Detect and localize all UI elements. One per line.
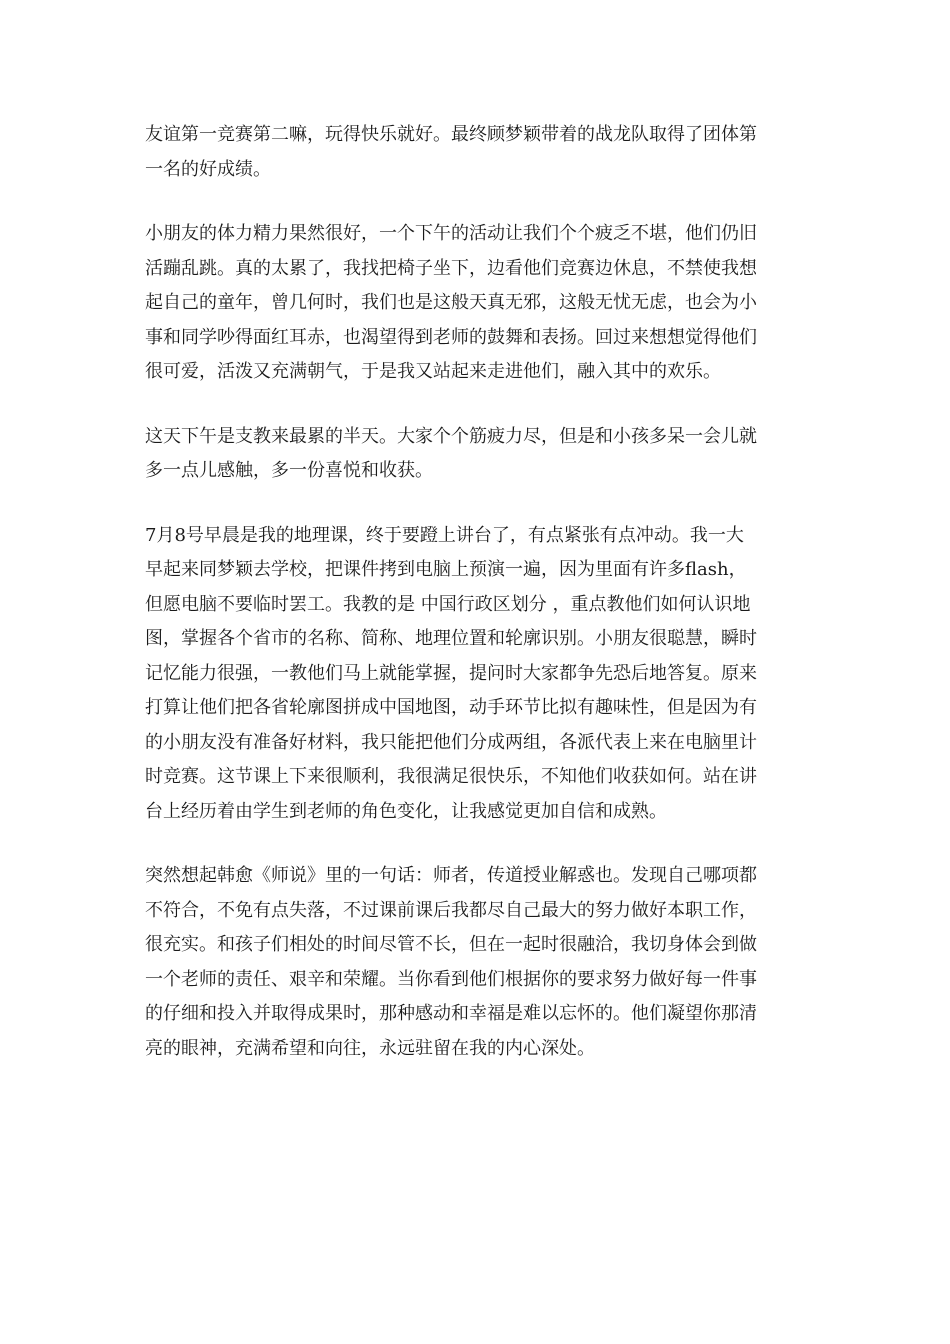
text-line: 图，掌握各个省市的名称、简称、地理位置和轮廓识别。小朋友很聪慧，瞬时 [145,628,757,649]
text-line: 小朋友的体力精力果然很好，一个下午的活动让我们个个疲乏不堪，他们仍旧 [145,223,757,244]
text-line: 很充实。和孩子们相处的时间尽管不长，但在一起时很融洽，我切身体会到做 [145,934,757,955]
text-line: 7月8号早晨是我的地理课，终于要蹬上讲台了，有点紧张有点冲动。我一大 [145,524,744,546]
paragraph-2 [145,217,815,390]
text-line: 不符合，不免有点失落，不过课前课后我都尽自己最大的努力做好本职工作， [145,899,757,921]
text-line: 但愿电脑不要临时罢工。我教的是 中国行政区划分 ，重点教他们如何认识地 [145,593,751,615]
document-body [145,118,815,1096]
text-line: 多一点儿感触，多一份喜悦和收获。 [145,460,433,481]
text-line: 很可爱，活泼又充满朝气，于是我又站起来走进他们，融入其中的欢乐。 [145,361,721,382]
text-line: 的小朋友没有准备好材料，我只能把他们分成两组，各派代表上来在电脑里计 [145,731,757,753]
text-line: 起自己的童年，曾几何时，我们也是这般天真无邪，这般无忧无虑，也会为小 [145,292,757,313]
text-line: 一名的好成绩。 [145,158,271,180]
text-line: 台上经历着由学生到老师的角色变化，让我感觉更加自信和成熟。 [145,800,667,822]
text-line: 早起来同梦颖去学校，把课件拷到电脑上预演一遍，因为里面有许多flash， [145,559,747,580]
text-line: 这天下午是支教来最累的半天。大家个个筋疲力尽，但是和小孩多呆一会儿就 [145,425,757,447]
text-line: 事和同学吵得面红耳赤，也渴望得到老师的鼓舞和表扬。回过来想想觉得他们 [145,326,757,348]
text-line: 的仔细和投入并取得成果时，那种感动和幸福是难以忘怀的。他们凝望你那清 [145,1003,757,1024]
text-line: 友谊第一竞赛第二嘛，玩得快乐就好。最终顾梦颖带着的战龙队取得了团体第 [145,124,757,145]
text-line: 记忆能力很强，一教他们马上就能掌握，提问时大家都争先恐后地答复。原来 [145,662,757,684]
paragraph-5 [145,859,815,1066]
text-line: 时竞赛。这节课上下来很顺利，我很满足很快乐，不知他们收获如何。站在讲 [145,766,757,787]
text-line: 活蹦乱跳。真的太累了，我找把椅子坐下，边看他们竞赛边休息，不禁使我想 [145,257,757,279]
text-line: 亮的眼神，充满希望和向往，永远驻留在我的内心深处。 [145,1037,595,1059]
paragraph-4 [145,519,815,830]
text-line: 一个老师的责任、艰辛和荣耀。当你看到他们根据你的要求努力做好每一件事 [145,968,757,990]
text-line: 打算让他们把各省轮廓图拼成中国地图，动手环节比拟有趣味性，但是因为有 [145,697,757,718]
text-line: 突然想起韩愈《师说》里的一句话：师者，传道授业解惑也。发现自己哪项都 [145,865,757,886]
paragraph-1 [145,118,815,187]
paragraph-3 [145,420,815,489]
